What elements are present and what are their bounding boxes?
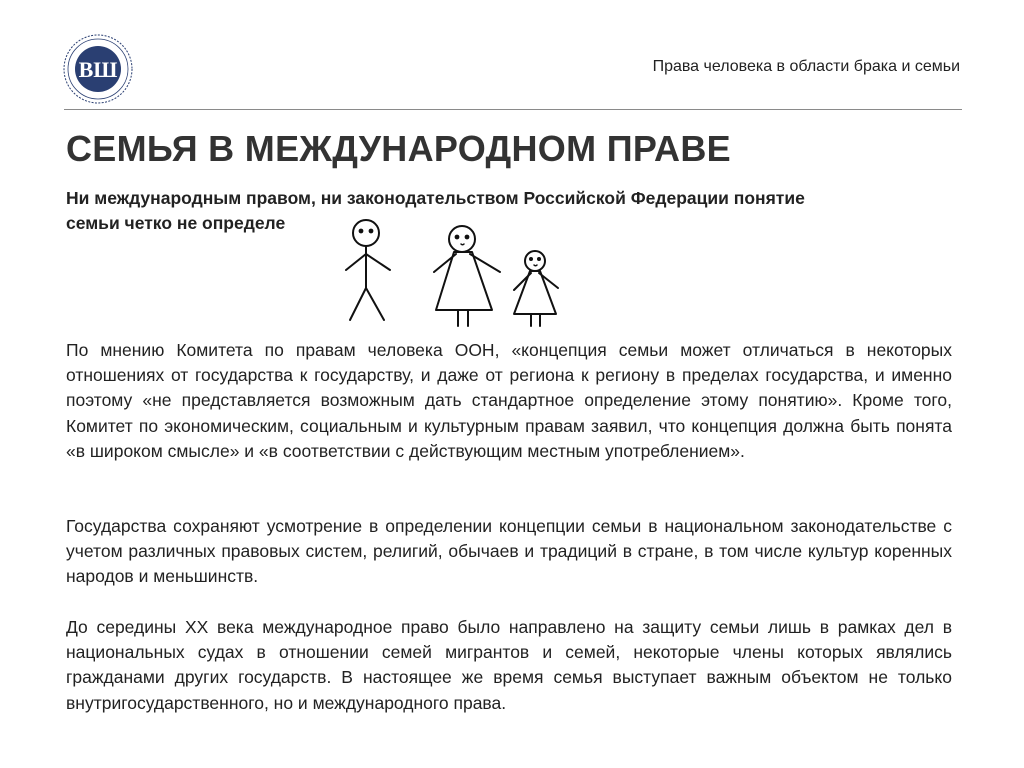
logo-letters: ВШ — [78, 57, 118, 82]
paragraph-state-discretion: Государства сохраняют усмотрение в определении концепции семьи в национальном законодательстве с учетом различных правовых систем, религий, обычаев и традиций в стране, в том числе культур коренных народов и меньшинств. — [66, 516, 952, 587]
header-divider — [64, 109, 962, 110]
man-figure-icon — [346, 220, 390, 320]
woman-figure-icon — [434, 226, 500, 326]
hse-university-logo-icon — [62, 33, 134, 105]
section-title: Права человека в области брака и семьи — [652, 58, 960, 75]
hse-logo — [62, 33, 134, 105]
intro-line-2: семьи четко не определе — [66, 213, 286, 233]
paragraph-international-law: До середины XX века международное право было направлено на защиту семьи лишь в рамках дел в национальных судах в отношении семей мигрантов и семей, некоторые члены которых являлись гражданами других государств. В настоящее же время семья выступает важным объектом не только внутригосударственного, но и международного права. — [66, 617, 952, 713]
paragraph-un-committee: По мнению Комитета по правам человека ООН, «концепция семьи может отличаться в некоторых отношениях от государства к государству, и даже от региона к региону в пределах государства, и именно поэтому «не представляется возможным дать стандартное определение этому понятию». Кроме того, Комитет по экономическим, социальным и культурным правам заявил, что концепция должна быть понята «в широком смысле» и «в соответствии с действующим местным употреблением». — [66, 340, 952, 461]
intro-line-1: Ни международным правом, ни законодательством Российской Федерации понятие — [66, 188, 805, 208]
girl-figure-icon — [514, 251, 558, 326]
stick-figure-family-icon — [328, 210, 568, 335]
page-title: СЕМЬЯ В МЕЖДУНАРОДНОМ ПРАВЕ — [66, 128, 731, 169]
